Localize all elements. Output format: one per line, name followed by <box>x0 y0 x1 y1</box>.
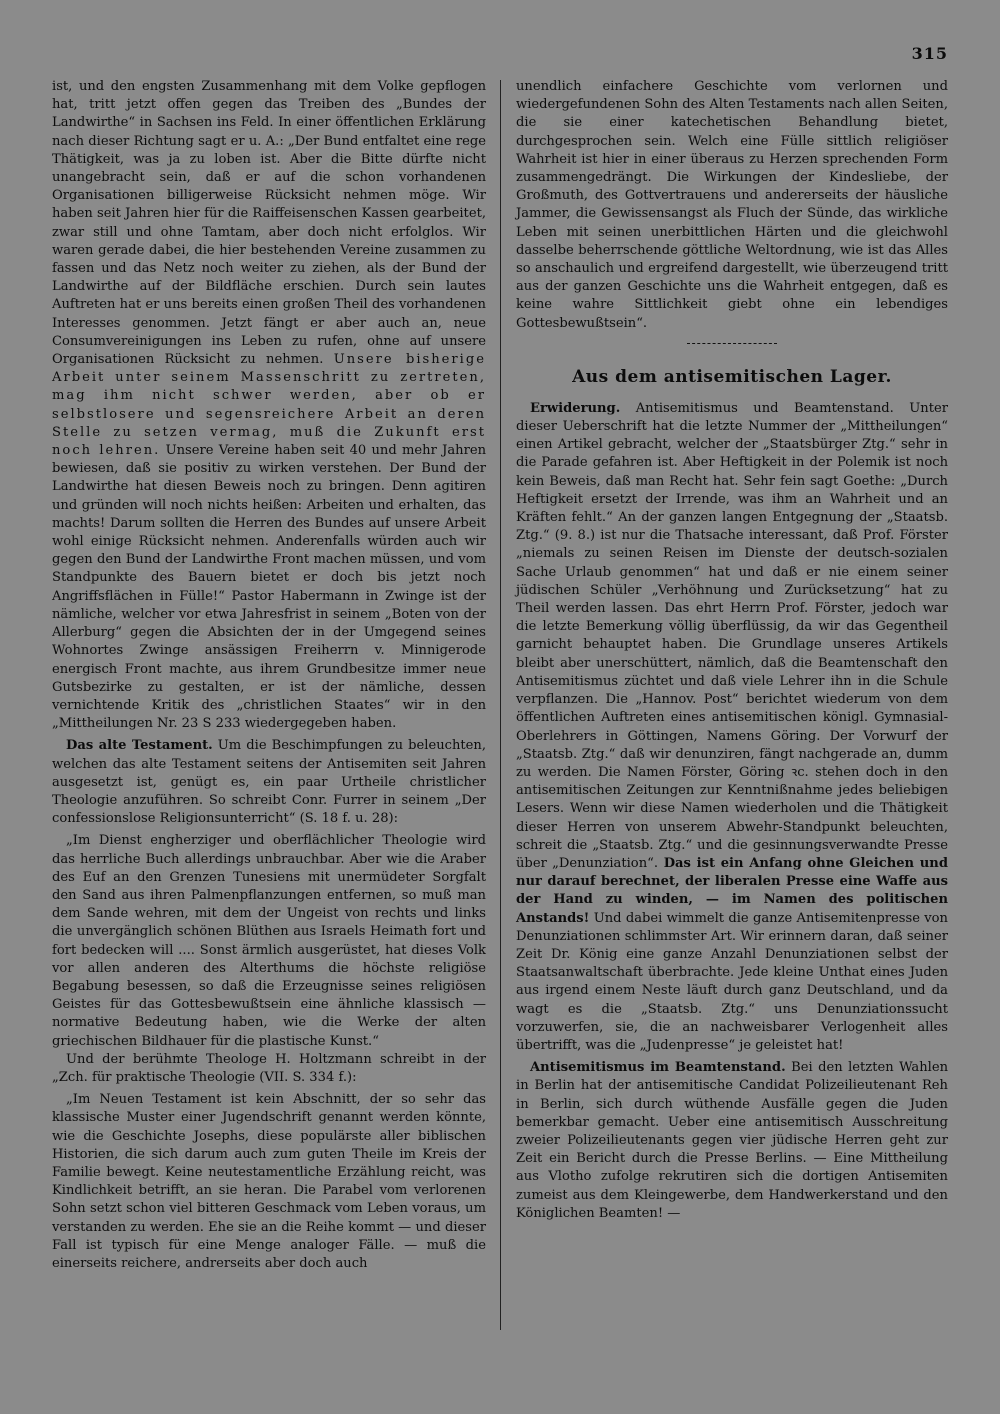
spaced-text: Unsere bisherige Arbeit unter seinem Massenschritt zu zertreten, mag ihm nicht schwer werden, aber ob er selbstlosere und segensreichere Arbeit an deren Stelle zu setzen vermag, muß die Zukunft erst noch lehren. <box>52 352 486 459</box>
right-column <box>516 78 948 1223</box>
blockquote: „Im Dienst engherziger und oberflächlicher Theologie wird das herrliche Buch allerdings unbrauchbar. Aber wie die Araber des Euf an den Grenzen Tunesiens mit unermüdeter Sorgfalt den Sand aus ihren Palmenpflanzungen entfernen, so muß man dem Sande wehren, mit dem der Ungeist von rechts und links die unvergänglich schönen Blüthen aus Israels Heimath fort und fort bedecken will .... Sonst ärmlich ausgerüstet, hat dieses Volk vor allen anderen des Alterthums die höchste religiöse Begabung besessen, so daß die Erzeugnisse seines religiösen Geistes für das Gottesbewußtsein eine ähnliche klassisch — normative Bedeutung haben, wie die Werke der alten griechischen Bildhauer für die plastische Kunst.“ <box>52 833 486 1049</box>
paragraph-text: Um die Beschimpfungen zu beleuchten, welchen das alte Testament seitens der Antisemiten seit Jahren ausgesetzt ist, genügt es, ein paar Urtheile christlicher Theologie anzuführen. So schreibt Conr. Furrer in seinem „Der confessionslose Religionsunterricht“ (S. 18 f. u. 28): <box>52 738 487 827</box>
section-divider <box>687 343 777 344</box>
paragraph: Und der berühmte Theologe H. Holtzmann schreibt in der „Zch. für praktische Theologie (VII. S. 334 f.): <box>52 1051 486 1085</box>
paragraph <box>516 400 948 1055</box>
paragraph-text: ist, und den engsten Zusammenhang mit dem Volke gepflogen hat, tritt jetzt offen gegen das Treiben des „Bundes der Landwirthe“ in Sachsen ins Feld. In einer öffentlichen Erklärung nach dieser Richtung sagt er u. A.: „Der Bund entfaltet eine rege Thätigkeit, was ja zu loben ist. Aber die Bitte dürfte nicht unangebracht sein, daß er auf die schon vorhandenen Organisationen billigerweise Rücksicht nehmen möge. Wir haben seit Jahren hier für die Raiffeisenschen Kassen gearbeitet, zwar still und ohne Tamtam, aber doch nicht erfolglos. Wir waren gerade dabei, die hier bestehenden Vereine zusammen zu fassen und das Netz noch weiter zu ziehen, als der Bund der Landwirthe auf der Bildfläche erschien. Durch sein lautes Auftreten hat er uns bereits einen großen Theil des vorhandenen Interesses genommen. Jetzt fängt er aber auch an, neue Consumvereinigungen ins Leben zu rufen, ohne auf unsere Organisationen Rücksicht zu nehmen. <box>52 79 486 368</box>
section-title: Aus dem antisemitischen Lager. <box>572 366 892 387</box>
paragraph <box>516 1059 948 1223</box>
paragraph <box>52 78 486 733</box>
paragraph-text: Antisemitismus und Beamtenstand. Unter dieser Ueberschrift hat die letzte Nummer der „Mittheilungen“ einen Artikel gebracht, welcher der „Staatsbürger Ztg.“ sehr in die Parade gefahren ist. Aber Heftigkeit in der Polemik ist noch kein Beweis, daß man Recht hat. Sehr fein sagt Goethe: „Durch Heftigkeit ersetzt der Irrende, was ihm an Wahrheit und an Kräften fehlt.“ An der ganzen langen Entgegnung der „Staatsb. Ztg.“ (9. 8.) ist nur die Thatsache interessant, daß Prof. Förster „niemals zu seinen Reisen im Dienste der deutsch-sozialen Sache Urlaub genommen“ hat und daß er nie einem seiner jüdischen Schüler „Verhöhnung und Zurücksetzung“ hat zu Theil werden lassen. Das ehrt Herrn Prof. Förster, jedoch war die letzte Bemerkung völlig überflüssig, da wir das Gegentheil garnicht behauptet haben. Die Grundlage unseres Artikels bleibt aber unerschüttert, nämlich, daß die Beamtenschaft den Antisemitismus züchtet und daß viele Lehrer ihn in die Schule verpflanzen. Die „Hannov. Post“ berichtet wiederum von dem öffentlichen Auftreten eines antisemitischen königl. Gymnasial-Oberlehrers in Göttingen, Namens Göring. Der Vorwurf der „Staatsb. Ztg.“ daß wir denunziren, fängt nachgerade an, dumm zu werden. Die Namen Förster, Göring ꝛc. stehen doch in den antisemitischen Zeitungen zur Kenntnißnahme jedes beliebigen Lesers. Wenn wir diese Namen wiederholen und die Thätigkeit dieser Herren von unserem Abwehr-Standpunkt beleuchten, schreit die „Staatsb. Ztg.“ und die gesinnungsverwandte Presse über „Denunziation“. <box>516 400 948 871</box>
column-divider <box>500 80 501 1330</box>
paragraph-text: Und dabei wimmelt die ganze Antisemitenpresse von Denunziationen schlimmster Art. Wir erinnern daran, daß seiner Zeit Dr. König eine ganze Anzahl Denunziationen selbst der Staatsanwaltschaft überbrachte. Jede kleine Unthat eines Juden aus irgend einem Neste läuft durch ganz Deutschland, und da wagt es die „Staatsb. Ztg.“ uns Denunziationssucht vorzuwerfen, sie, die an nachweisbarer Verlogenheit alles übertrifft, was die „Judenpresse“ je geleistet hat! <box>516 910 948 1053</box>
bold-text: Das ist ein Anfang ohne Gleichen und nur darauf berechnet, der liberalen Presse eine Waffe aus der Hand zu winden, — im Namen des politischen Anstands! <box>516 855 948 926</box>
blockquote: „Im Neuen Testament ist kein Abschnitt, der so sehr das klassische Muster einer Jugendschrift genannt werden könnte, wie die Geschichte Josephs, diese populärste aller biblischen Historien, die sich darum auch zum guten Theile im Kreis der Familie bewegt. Keine neutestamentliche Erzählung reicht, was Kindlichkeit betrifft, an sie heran. Die Parabel vom verlorenen Sohn setzt schon viel bitteren Geschmack vom Leben voraus, um verstanden zu werden. Ehe sie an die Reihe kommt — und dieser Fall ist typisch für eine Menge analoger Fälle. — muß die einerseits reichere, andrerseits aber doch auch <box>52 1092 486 1271</box>
page-number: 315 <box>911 44 948 63</box>
article-heading: Das alte Testament. <box>66 738 213 754</box>
article-heading: Antisemitismus im Beamtenstand. <box>530 1060 786 1076</box>
article-heading: Erwiderung. <box>530 400 621 416</box>
paragraph: unendlich einfachere Geschichte vom verlornen und wiedergefundenen Sohn des Alten Testaments nach allen Seiten, die sie einer katechetischen Behandlung bietet, durchgesprochen sein. Welch eine Fülle sittlich religiöser Wahrheit ist hier in einer überaus zu Herzen sprechenden Form zusammengedrängt. Die Wirkungen der Kindesliebe, der Großmuth, des Gottvertrauens und andererseits der häusliche Jammer, die Gewissensangst als Fluch der Sünde, das wirkliche Leben mit seinen unerbittlichen Härten und die gleichwohl dasselbe beherrschende göttliche Weltordnung, wie ist das Alles so anschaulich und ergreifend dargestellt, wie überzeugend tritt aus der ganzen Geschichte uns die Wahrheit entgegen, daß es keine wahre Sittlichkeit giebt ohne ein lebendiges Gottesbewußtsein“. <box>516 79 948 331</box>
paragraph-text: Bei den letzten Wahlen in Berlin hat der antisemitische Candidat Polizeilieutenant Reh in Berlin, sich durch wüthende Ausfälle gegen die Juden bemerkbar gemacht. Ueber eine antisemitisch Ausschreitung zweier Polizeilieutenants gegen vier jüdische Herren geht zur Zeit ein Bericht durch die Presse Berlins. — Eine Mittheilung aus Vlotho zufolge rekrutiren sich die dortigen Antisemiten zumeist aus dem Kleingewerbe, dem Handwerkerstand und den Königlichen Beamten! — <box>516 1060 948 1221</box>
left-column <box>52 78 486 1273</box>
paragraph-text: Unsere Vereine haben seit 40 und mehr Jahren bewiesen, daß sie positiv zu wirken verstehen. Der Bund der Landwirthe hat diesen Beweis noch zu bringen. Denn agitiren und gründen will noch nichts heißen: Arbeiten und erhalten, das machts! Darum sollten die Herren des Bundes auf unsere Arbeit wohl einige Rücksicht nehmen. Anderenfalls würden auch wir gegen den Bund der Landwirthe Front machen müssen, und vom Standpunkte des Bauern bietet er doch bis jetzt noch Angriffsflächen in Fülle!“ Pastor Habermann in Zwinge ist der nämliche, welcher vor etwa Jahresfrist in seinem „Boten von der Allerburg“ gegen die Absichten der in der Umgegend seines Wohnortes Zwinge ansässigen Freiherrn v. Minnigerode energisch Front machte, aus ihrem Grundbesitze immer neue Gutsbezirke zu gestalten, er ist der nämliche, dessen vernichtende Kritik des „christlichen Staates“ wir in den „Mittheilungen Nr. 23 S 233 wiedergegeben haben. <box>52 443 487 732</box>
paragraph <box>52 737 486 828</box>
